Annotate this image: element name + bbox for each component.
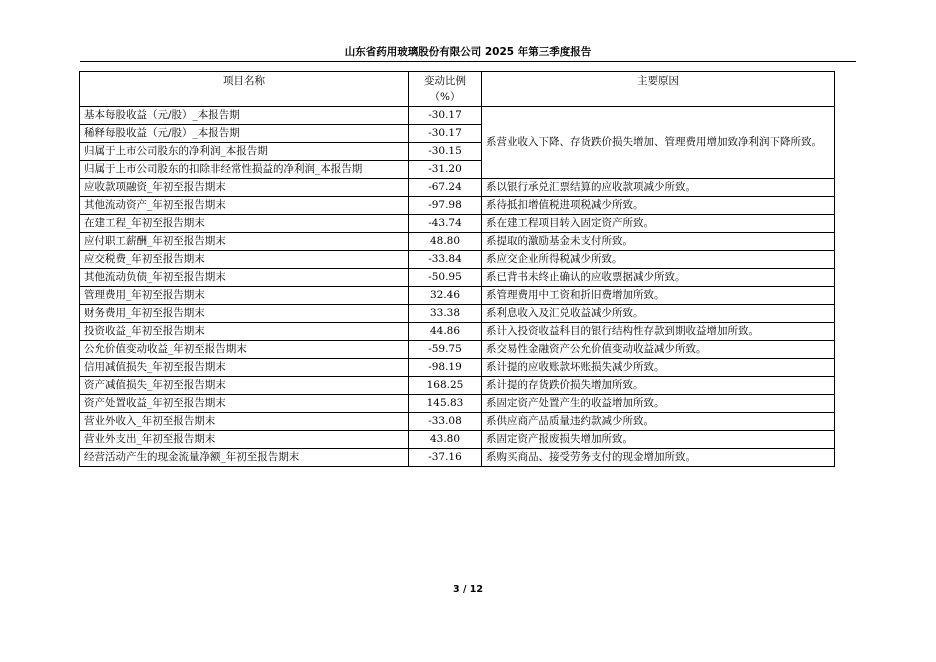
table-row [80,413,835,431]
row-change-ratio: -43.74 [409,215,482,233]
row-change-ratio: -33.08 [409,413,482,431]
column-header-item: 项目名称 [80,72,409,107]
row-change-ratio: -98.19 [409,359,482,377]
row-reason: 系应交企业所得税减少所致。 [482,251,835,269]
table-row [80,269,835,287]
table-row [80,251,835,269]
table-row [80,179,835,197]
page-number: 3 / 12 [453,584,483,595]
row-reason: 系已背书未终止确认的应收票据减少所致。 [482,269,835,287]
table-row [80,431,835,449]
row-item-name: 投资收益_年初至报告期末 [80,323,409,341]
row-item-name: 资产减值损失_年初至报告期末 [80,377,409,395]
table-row [80,395,835,413]
row-item-name: 归属于上市公司股东的扣除非经常性损益的净利润_本报告期 [80,161,409,179]
row-reason: 系提取的激励基金未支付所致。 [482,233,835,251]
row-item-name: 管理费用_年初至报告期末 [80,287,409,305]
table-body [80,107,835,467]
row-item-name: 稀释每股收益（元/股）_本报告期 [80,125,409,143]
row-reason: 系在建工程项目转入固定资产所致。 [482,215,835,233]
row-change-ratio: 43.80 [409,431,482,449]
row-change-ratio: -97.98 [409,197,482,215]
column-header-ratio [409,72,482,107]
row-reason: 系计入投资收益科目的银行结构性存款到期收益增加所致。 [482,323,835,341]
row-reason: 系计提的存货跌价损失增加所致。 [482,377,835,395]
row-change-ratio: -31.20 [409,161,482,179]
table-row [80,287,835,305]
row-change-ratio: -33.84 [409,251,482,269]
row-item-name: 经营活动产生的现金流量净额_年初至报告期末 [80,449,409,467]
row-reason: 系利息收入及汇兑收益减少所致。 [482,305,835,323]
row-item-name: 资产处置收益_年初至报告期末 [80,395,409,413]
row-reason-merged: 系营业收入下降、存货跌价损失增加、管理费用增加致净利润下降所致。 [482,107,835,179]
row-change-ratio: -30.17 [409,107,482,125]
row-item-name: 在建工程_年初至报告期末 [80,215,409,233]
row-reason: 系固定资产报废损失增加所致。 [482,431,835,449]
report-header-title: 山东省药用玻璃股份有限公司 2025 年第三季度报告 [344,46,592,58]
table-row [80,233,835,251]
row-change-ratio: 32.46 [409,287,482,305]
header-divider [80,61,856,62]
row-item-name: 营业外支出_年初至报告期末 [80,431,409,449]
row-item-name: 归属于上市公司股东的净利润_本报告期 [80,143,409,161]
row-change-ratio: -67.24 [409,179,482,197]
row-item-name: 应付职工薪酬_年初至报告期末 [80,233,409,251]
row-reason: 系固定资产处置产生的收益增加所致。 [482,395,835,413]
row-reason: 系供应商产品质量违约款减少所致。 [482,413,835,431]
table-row [80,323,835,341]
row-change-ratio: -30.17 [409,125,482,143]
row-item-name: 应收款项融资_年初至报告期末 [80,179,409,197]
table-row [80,359,835,377]
row-change-ratio: -59.75 [409,341,482,359]
row-change-ratio: -37.16 [409,449,482,467]
row-reason: 系以银行承兑汇票结算的应收款项减少所致。 [482,179,835,197]
row-reason: 系购买商品、接受劳务支付的现金增加所致。 [482,449,835,467]
row-item-name: 应交税费_年初至报告期末 [80,251,409,269]
row-item-name: 营业外收入_年初至报告期末 [80,413,409,431]
table-row [80,377,835,395]
row-change-ratio: -30.15 [409,143,482,161]
row-item-name: 财务费用_年初至报告期末 [80,305,409,323]
row-reason: 系管理费用中工资和折旧费增加所致。 [482,287,835,305]
column-header-ratio-label: 变动比例（%） [424,75,466,103]
table-row [80,107,835,125]
change-reasons-table [79,71,835,467]
row-change-ratio: 168.25 [409,377,482,395]
table-row [80,215,835,233]
row-item-name: 基本每股收益（元/股）_本报告期 [80,107,409,125]
row-item-name: 公允价值变动收益_年初至报告期末 [80,341,409,359]
row-reason: 系待抵扣增值税进项税减少所致。 [482,197,835,215]
row-item-name: 其他流动资产_年初至报告期末 [80,197,409,215]
row-item-name: 其他流动负债_年初至报告期末 [80,269,409,287]
row-change-ratio: 145.83 [409,395,482,413]
table-header-row [80,72,835,107]
row-change-ratio: 44.86 [409,323,482,341]
row-change-ratio: -50.95 [409,269,482,287]
table-row [80,449,835,467]
column-header-reason: 主要原因 [482,72,835,107]
row-reason: 系交易性金融资产公允价值变动收益减少所致。 [482,341,835,359]
row-change-ratio: 33.38 [409,305,482,323]
row-change-ratio: 48.80 [409,233,482,251]
table-row [80,305,835,323]
table-row [80,341,835,359]
table-row [80,197,835,215]
row-item-name: 信用减值损失_年初至报告期末 [80,359,409,377]
row-reason: 系计提的应收账款坏账损失减少所致。 [482,359,835,377]
